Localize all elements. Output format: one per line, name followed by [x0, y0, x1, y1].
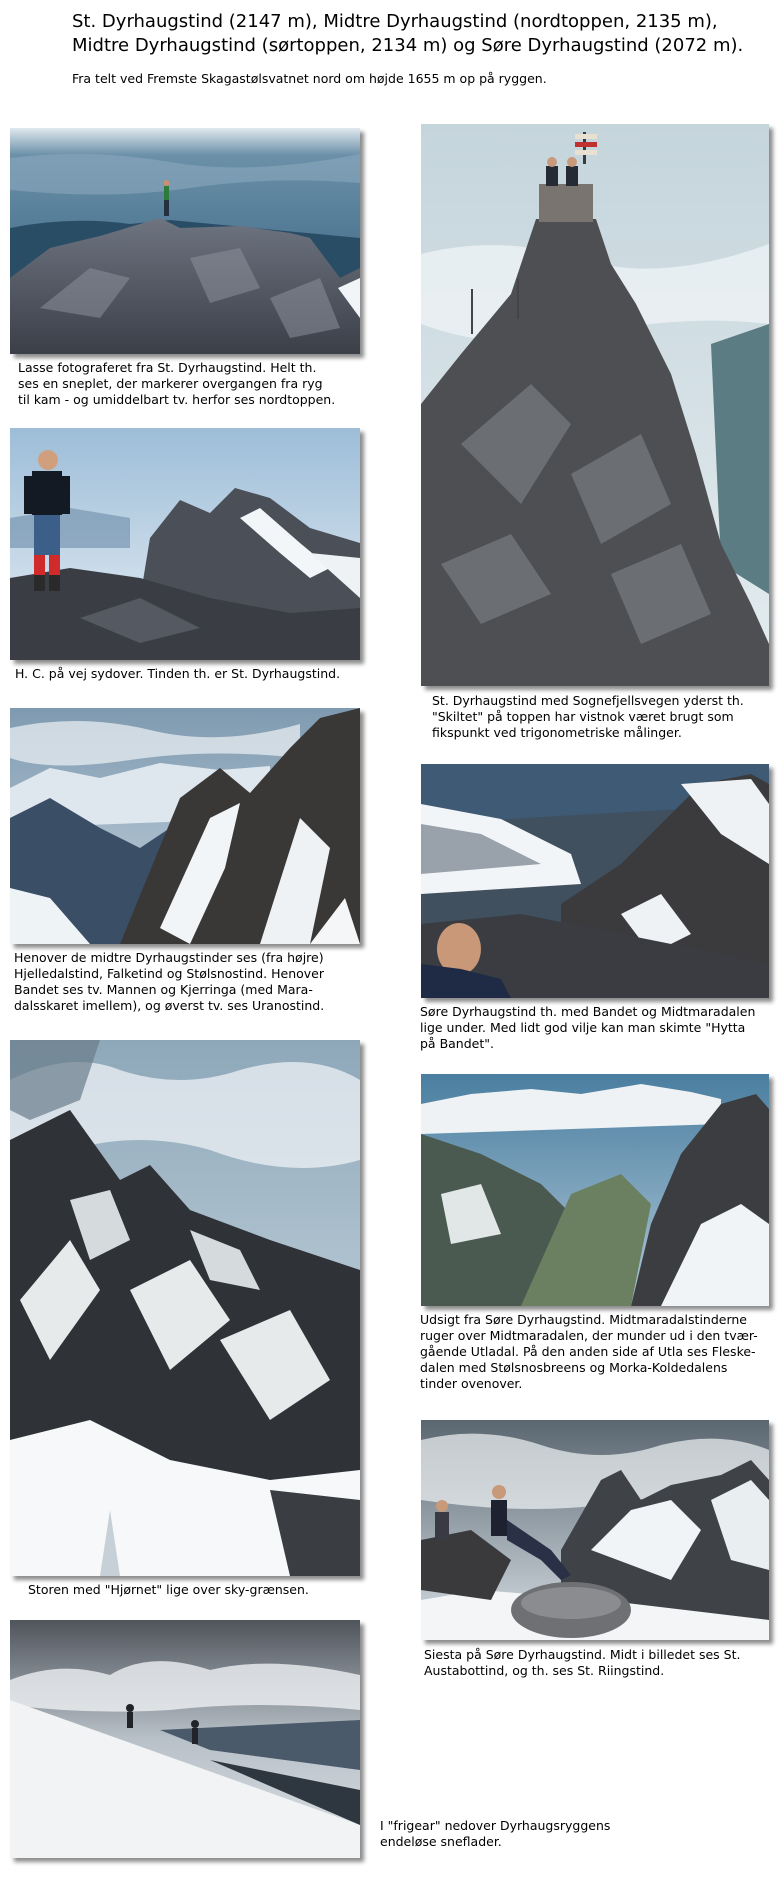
photo-storen — [10, 1040, 360, 1576]
page-subtitle: Fra telt ved Fremste Skagastølsvatnet nord om højde 1655 m op på ryggen. — [72, 71, 547, 86]
photo-skiltet-cairn — [421, 124, 769, 686]
photo-frigear — [10, 1620, 360, 1858]
caption-sore: Søre Dyrhaugstind th. med Bandet og Midtmaradalen lige under. Med lidt god vilje kan man skimte "Hytta på Bandet". — [420, 1004, 756, 1051]
caption-udsigt: Udsigt fra Søre Dyrhaugstind. Midtmaradalstinderne ruger over Midtmaradalen, der munder ud i den tvær- gående Utladal. På den anden side af Utla ses Fleske- dalen med Stølsnosbreens og Morka-Koldedalens tinder ovenover. — [420, 1312, 758, 1391]
title-line-1: St. Dyrhaugstind (2147 m), Midtre Dyrhaugstind (nordtoppen, 2135 m), — [72, 11, 718, 32]
photo-lasse-summit — [10, 128, 360, 354]
photo-udsigt-valley — [421, 1074, 769, 1306]
title-line-2: Midtre Dyrhaugstind (sørtoppen, 2134 m) og Søre Dyrhaugstind (2072 m). — [72, 35, 744, 56]
caption-skiltet: St. Dyrhaugstind med Sognefjellsvegen yderst th. "Skiltet" på toppen har vistnok været brugt som fikspunkt ved trigonometriske målinger. — [432, 693, 744, 740]
photo-hc-hiking — [10, 428, 360, 660]
photo-siesta — [421, 1420, 769, 1640]
caption-frigear: I "frigear" nedover Dyrhaugsryggens endeløse sneflader. — [380, 1818, 611, 1849]
caption-siesta: Siesta på Søre Dyrhaugstind. Midt i billedet ses St. Austabottind, og th. ses St. Riingstind. — [424, 1647, 741, 1678]
page-title — [72, 10, 752, 58]
caption-henover: Henover de midtre Dyrhaugstinder ses (fra højre) Hjelledalstind, Falketind og Stølsnostind. Henover Bandet ses tv. Mannen og Kjerringa (med Mara- dalsskaret imellem), og øverst tv. ses Uranostind. — [14, 950, 325, 1013]
photo-midtre-peaks — [10, 708, 360, 944]
photo-sore-dyrhaugstind — [421, 764, 769, 998]
caption-storen: Storen med "Hjørnet" lige over sky-grænsen. — [28, 1582, 309, 1597]
caption-hc: H. C. på vej sydover. Tinden th. er St. Dyrhaugstind. — [15, 666, 341, 681]
caption-lasse: Lasse fotograferet fra St. Dyrhaugstind. Helt th. ses en sneplet, der markerer overgangen fra ryg til kam - og umiddelbart tv. herfor ses nordtoppen. — [18, 360, 336, 407]
